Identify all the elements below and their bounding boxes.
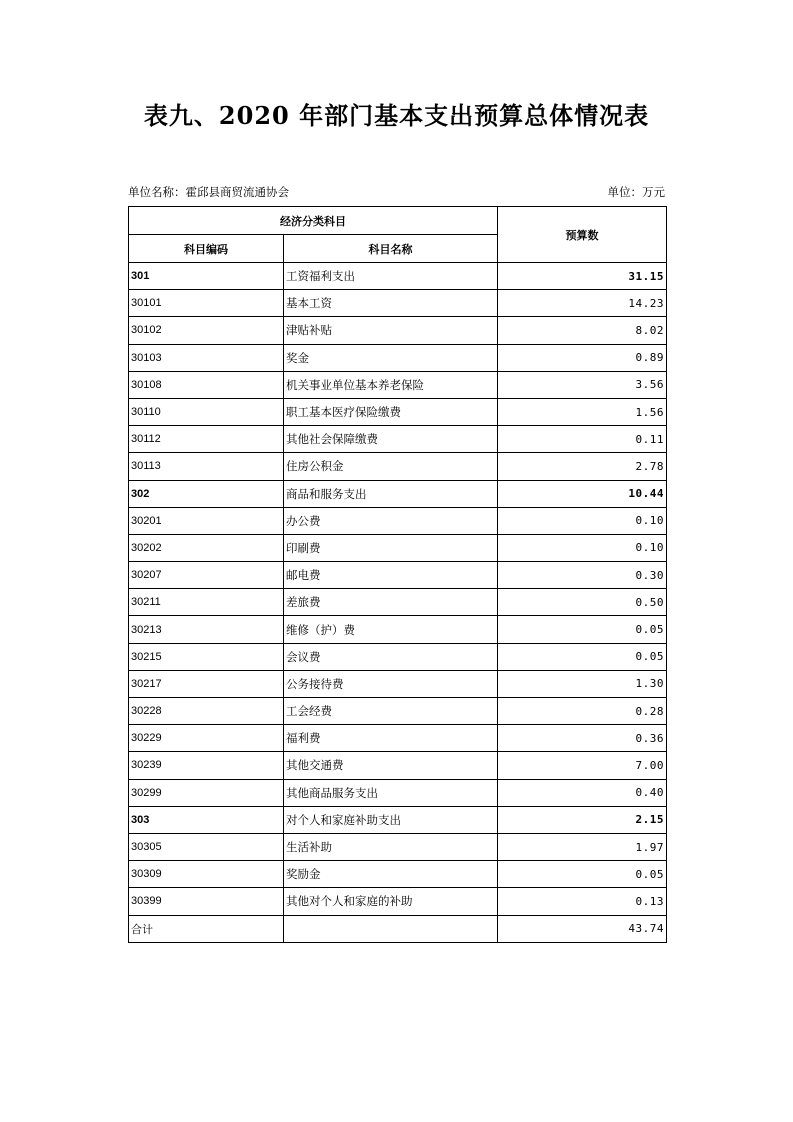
subject-name-cell: 奖励金 bbox=[284, 861, 498, 888]
subject-code-cell: 30399 bbox=[129, 888, 284, 915]
total-label: 合计 bbox=[129, 915, 284, 942]
budget-table bbox=[128, 206, 667, 943]
table-row bbox=[129, 480, 667, 507]
subject-name-cell: 奖金 bbox=[284, 344, 498, 371]
budget-amount-cell: 0.10 bbox=[498, 534, 667, 561]
total-name bbox=[284, 915, 498, 942]
budget-amount-cell: 0.36 bbox=[498, 725, 667, 752]
subject-code-cell: 30299 bbox=[129, 779, 284, 806]
subject-code-cell: 30215 bbox=[129, 643, 284, 670]
header-subject-code: 科目编码 bbox=[129, 235, 284, 263]
subject-name-cell: 机关事业单位基本养老保险 bbox=[284, 371, 498, 398]
budget-amount-cell: 0.10 bbox=[498, 507, 667, 534]
budget-amount-cell: 0.50 bbox=[498, 589, 667, 616]
subject-name-cell: 办公费 bbox=[284, 507, 498, 534]
subject-name-cell: 住房公积金 bbox=[284, 453, 498, 480]
header-economic-category: 经济分类科目 bbox=[129, 207, 498, 235]
subject-name-cell: 会议费 bbox=[284, 643, 498, 670]
subject-name-cell: 其他对个人和家庭的补助 bbox=[284, 888, 498, 915]
budget-amount-cell: 3.56 bbox=[498, 371, 667, 398]
budget-amount-cell: 2.15 bbox=[498, 806, 667, 833]
subject-code-cell: 30102 bbox=[129, 317, 284, 344]
table-row bbox=[129, 806, 667, 833]
subject-code-cell: 30103 bbox=[129, 344, 284, 371]
subject-code-cell: 30213 bbox=[129, 616, 284, 643]
budget-amount-cell: 0.30 bbox=[498, 562, 667, 589]
subject-code-cell: 30110 bbox=[129, 398, 284, 425]
budget-amount-cell: 10.44 bbox=[498, 480, 667, 507]
table-row bbox=[129, 453, 667, 480]
budget-amount-cell: 0.11 bbox=[498, 426, 667, 453]
subject-name-cell: 商品和服务支出 bbox=[284, 480, 498, 507]
table-row bbox=[129, 698, 667, 725]
subject-code-cell: 30201 bbox=[129, 507, 284, 534]
table-row bbox=[129, 562, 667, 589]
page-title: 表九、2020 年部门基本支出预算总体情况表 bbox=[143, 101, 650, 130]
budget-amount-cell: 0.89 bbox=[498, 344, 667, 371]
table-row bbox=[129, 833, 667, 860]
table-row bbox=[129, 779, 667, 806]
budget-amount-cell: 31.15 bbox=[498, 263, 667, 290]
budget-amount-cell: 7.00 bbox=[498, 752, 667, 779]
table-row bbox=[129, 507, 667, 534]
subject-code-cell: 30207 bbox=[129, 562, 284, 589]
budget-amount-cell: 0.05 bbox=[498, 861, 667, 888]
budget-amount-cell: 2.78 bbox=[498, 453, 667, 480]
subject-code-cell: 30108 bbox=[129, 371, 284, 398]
table-header bbox=[129, 207, 667, 263]
budget-amount-cell: 0.40 bbox=[498, 779, 667, 806]
subject-code-cell: 30228 bbox=[129, 698, 284, 725]
table-row bbox=[129, 888, 667, 915]
table-row bbox=[129, 263, 667, 290]
subject-name-cell: 福利费 bbox=[284, 725, 498, 752]
table-row bbox=[129, 725, 667, 752]
subject-name-cell: 其他商品服务支出 bbox=[284, 779, 498, 806]
subject-code-cell: 30211 bbox=[129, 589, 284, 616]
subject-code-cell: 30217 bbox=[129, 670, 284, 697]
subject-code-cell: 301 bbox=[129, 263, 284, 290]
budget-amount-cell: 0.05 bbox=[498, 643, 667, 670]
budget-amount-cell: 1.56 bbox=[498, 398, 667, 425]
budget-amount-cell: 8.02 bbox=[498, 317, 667, 344]
subject-code-cell: 302 bbox=[129, 480, 284, 507]
subject-name-cell: 津贴补贴 bbox=[284, 317, 498, 344]
budget-amount-cell: 1.30 bbox=[498, 670, 667, 697]
subject-name-cell: 基本工资 bbox=[284, 290, 498, 317]
subject-name-cell: 其他交通费 bbox=[284, 752, 498, 779]
table-row bbox=[129, 670, 667, 697]
table-row bbox=[129, 589, 667, 616]
table-row bbox=[129, 752, 667, 779]
budget-amount-cell: 0.05 bbox=[498, 616, 667, 643]
subject-name-cell: 生活补助 bbox=[284, 833, 498, 860]
subject-name-cell: 印刷费 bbox=[284, 534, 498, 561]
table-row bbox=[129, 290, 667, 317]
table-row bbox=[129, 344, 667, 371]
table-row bbox=[129, 426, 667, 453]
subject-code-cell: 30239 bbox=[129, 752, 284, 779]
total-row bbox=[129, 915, 667, 942]
unit-name-label: 单位名称：霍邱县商贸流通协会 bbox=[128, 185, 289, 199]
budget-amount-cell: 14.23 bbox=[498, 290, 667, 317]
subject-name-cell: 邮电费 bbox=[284, 562, 498, 589]
table-row bbox=[129, 861, 667, 888]
subject-code-cell: 30305 bbox=[129, 833, 284, 860]
subject-name-cell: 工会经费 bbox=[284, 698, 498, 725]
table-row bbox=[129, 616, 667, 643]
subject-code-cell: 303 bbox=[129, 806, 284, 833]
header-subject-name: 科目名称 bbox=[284, 235, 498, 263]
budget-amount-cell: 0.28 bbox=[498, 698, 667, 725]
subject-code-cell: 30101 bbox=[129, 290, 284, 317]
unit-label: 单位：万元 bbox=[607, 185, 665, 199]
table-row bbox=[129, 371, 667, 398]
table-row bbox=[129, 398, 667, 425]
budget-amount-cell: 0.13 bbox=[498, 888, 667, 915]
table-row bbox=[129, 643, 667, 670]
subject-code-cell: 30229 bbox=[129, 725, 284, 752]
subject-code-cell: 30202 bbox=[129, 534, 284, 561]
table-body bbox=[129, 263, 667, 943]
subject-code-cell: 30309 bbox=[129, 861, 284, 888]
subject-name-cell: 工资福利支出 bbox=[284, 263, 498, 290]
table-row bbox=[129, 317, 667, 344]
meta-row bbox=[128, 184, 665, 200]
subject-code-cell: 30113 bbox=[129, 453, 284, 480]
subject-name-cell: 职工基本医疗保险缴费 bbox=[284, 398, 498, 425]
subject-name-cell: 公务接待费 bbox=[284, 670, 498, 697]
subject-name-cell: 其他社会保障缴费 bbox=[284, 426, 498, 453]
subject-name-cell: 对个人和家庭补助支出 bbox=[284, 806, 498, 833]
table-row bbox=[129, 534, 667, 561]
total-amount: 43.74 bbox=[498, 915, 667, 942]
subject-name-cell: 维修（护）费 bbox=[284, 616, 498, 643]
header-budget-amount: 预算数 bbox=[498, 207, 667, 263]
budget-amount-cell: 1.97 bbox=[498, 833, 667, 860]
subject-name-cell: 差旅费 bbox=[284, 589, 498, 616]
subject-code-cell: 30112 bbox=[129, 426, 284, 453]
